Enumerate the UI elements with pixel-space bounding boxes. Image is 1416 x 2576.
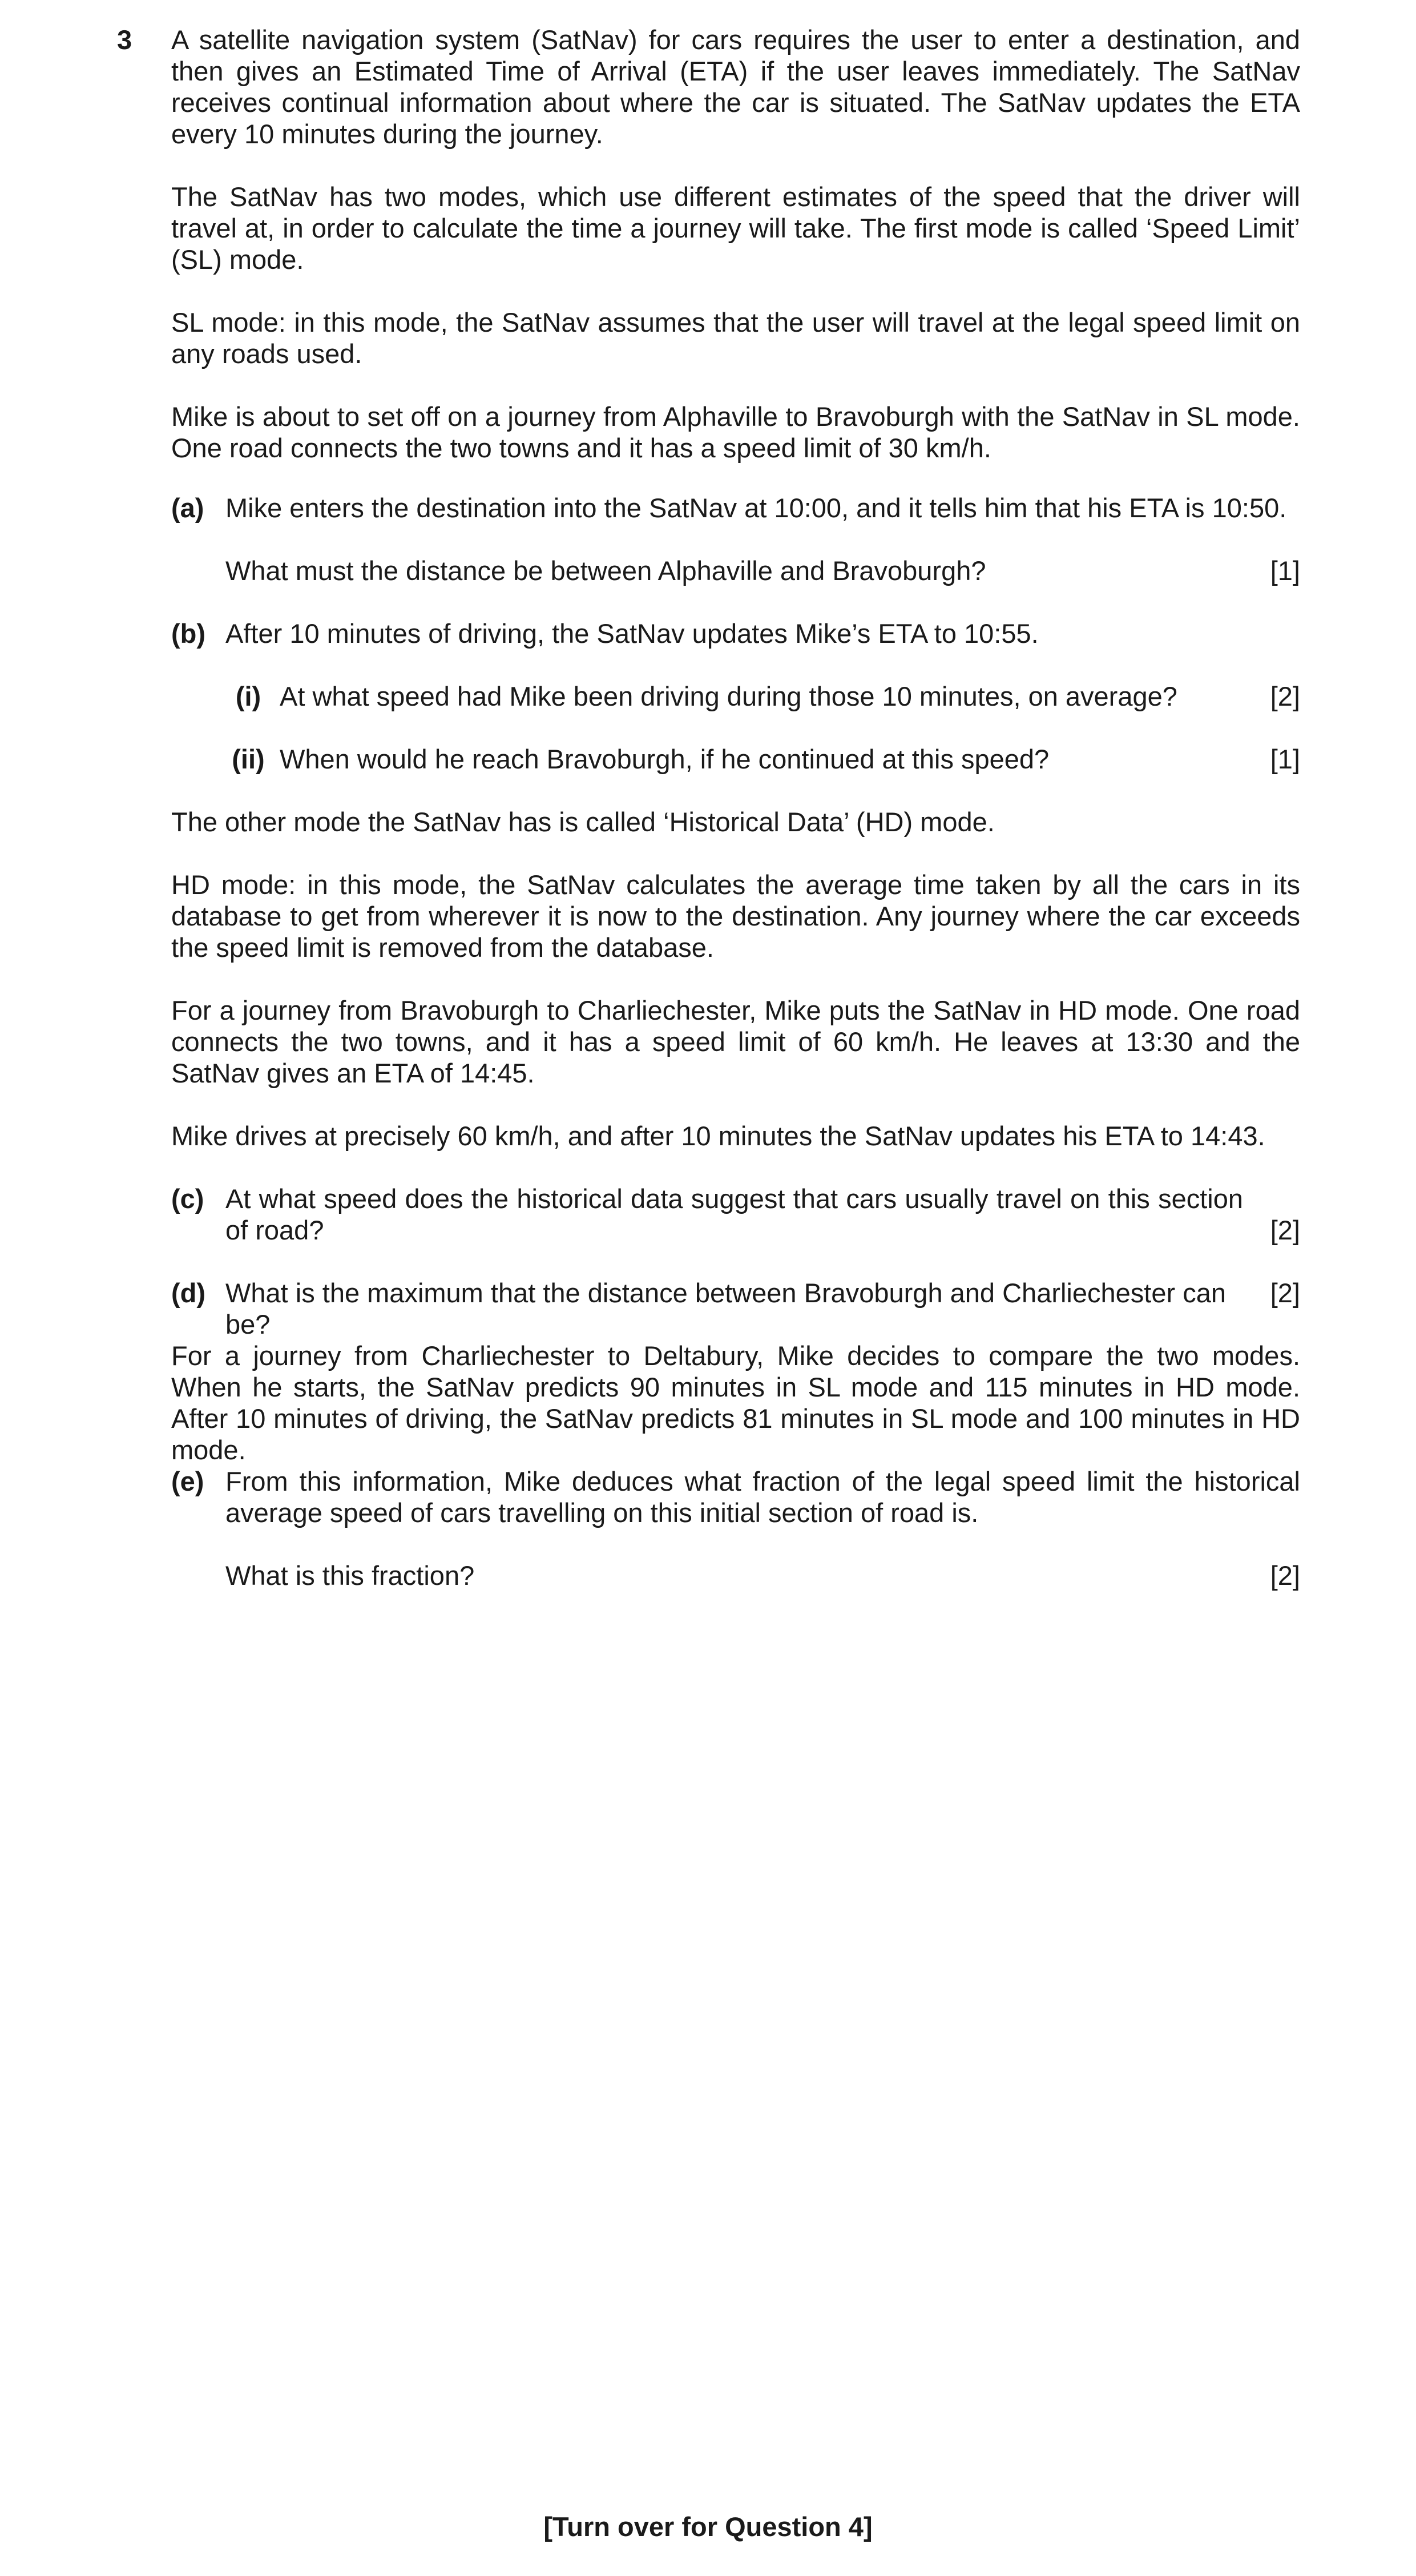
part-b-i-marks: [2]	[1270, 681, 1300, 711]
part-b-i	[171, 681, 1300, 712]
part-c-marks: [2]	[1270, 1215, 1300, 1245]
part-a-text: Mike enters the destination into the SatNav at 10:00, and it tells him that his ETA is 10:50.	[225, 493, 1287, 523]
part-b-text: After 10 minutes of driving, the SatNav updates Mike’s ETA to 10:55.	[225, 618, 1039, 649]
part-a-question-row	[171, 555, 1300, 586]
bravoburgh-journey-paragraph: For a journey from Bravoburgh to Charliechester, Mike puts the SatNav in HD mode. One road connects the two towns, and it has a speed limit of 60 km/h. He leaves at 13:30 and the SatNav gives an ETA of 14:45.	[171, 995, 1300, 1088]
part-b-i-text: At what speed had Mike been driving during those 10 minutes, on average?	[280, 681, 1177, 711]
part-e-text: From this information, Mike deduces what fraction of the legal speed limit the historical average speed of cars travelling on this initial section of road is.	[225, 1466, 1300, 1528]
part-a-marks: [1]	[1270, 556, 1300, 586]
part-b-label: (b)	[171, 618, 206, 649]
part-b-i-label: (i)	[235, 681, 261, 711]
part-e-marks: [2]	[1270, 1560, 1300, 1591]
part-d-label: (d)	[171, 1278, 206, 1308]
part-a-question: What must the distance be between Alphaville and Bravoburgh?	[225, 556, 986, 586]
part-d-marks: [2]	[1270, 1278, 1300, 1308]
intro-paragraph-3: SL mode: in this mode, the SatNav assumes that the user will travel at the legal speed limit on any roads used.	[171, 307, 1300, 369]
question-number: 3	[117, 25, 132, 55]
part-c-label: (c)	[171, 1184, 204, 1214]
part-b-ii-text: When would he reach Bravoburgh, if he continued at this speed?	[280, 744, 1050, 774]
part-b	[171, 618, 1300, 649]
part-e-question: What is this fraction?	[225, 1560, 475, 1591]
turn-over-footer: [Turn over for Question 4]	[543, 2511, 873, 2542]
part-b-ii-label: (ii)	[232, 744, 265, 774]
part-e-question-row	[171, 1560, 1300, 1591]
intro-paragraph-1: A satellite navigation system (SatNav) for cars requires the user to enter a destination, and then gives an Estimated Time of Arrival (ETA) if the user leaves immediately. The SatNav receives continual information about where the car is situated. The SatNav updates the ETA every 10 minutes during the journey.	[171, 25, 1300, 149]
part-d-text: What is the maximum that the distance between Bravoburgh and Charliechester can be?	[225, 1278, 1226, 1339]
hd-intro-paragraph: The other mode the SatNav has is called ‘Historical Data’ (HD) mode.	[171, 807, 995, 837]
part-c-marks-row	[171, 1214, 1300, 1246]
deltabury-journey-paragraph: For a journey from Charliechester to Deltabury, Mike decides to compare the two modes. When he starts, the SatNav predicts 90 minutes in SL mode and 115 minutes in HD mode. After 10 minutes of driving, the SatNav predicts 81 minutes in SL mode and 100 minutes in HD mode.	[171, 1341, 1300, 1465]
intro-paragraph-4: Mike is about to set off on a journey from Alphaville to Bravoburgh with the SatNav in SL mode. One road connects the two towns and it has a speed limit of 30 km/h.	[171, 401, 1300, 463]
part-b-ii-marks: [1]	[1270, 744, 1300, 774]
hd-mode-paragraph: HD mode: in this mode, the SatNav calculates the average time taken by all the cars in its database to get from wherever it is now to the destination. Any journey where the car exceeds the speed limit is removed from the database.	[171, 870, 1300, 963]
part-b-ii	[171, 743, 1300, 775]
part-a-label: (a)	[171, 493, 204, 523]
intro-paragraph-2: The SatNav has two modes, which use different estimates of the speed that the driver will travel at, in order to calculate the time a journey will take. The first mode is called ‘Speed Limit’ (SL) mode.	[171, 182, 1300, 275]
part-d	[171, 1277, 1300, 1339]
mike-drives-paragraph: Mike drives at precisely 60 km/h, and after 10 minutes the SatNav updates his ETA to 14:43.	[171, 1121, 1265, 1151]
part-e-label: (e)	[171, 1466, 204, 1496]
part-a	[171, 492, 1300, 524]
part-c-text: At what speed does the historical data suggest that cars usually travel on this section of road?	[225, 1184, 1243, 1245]
